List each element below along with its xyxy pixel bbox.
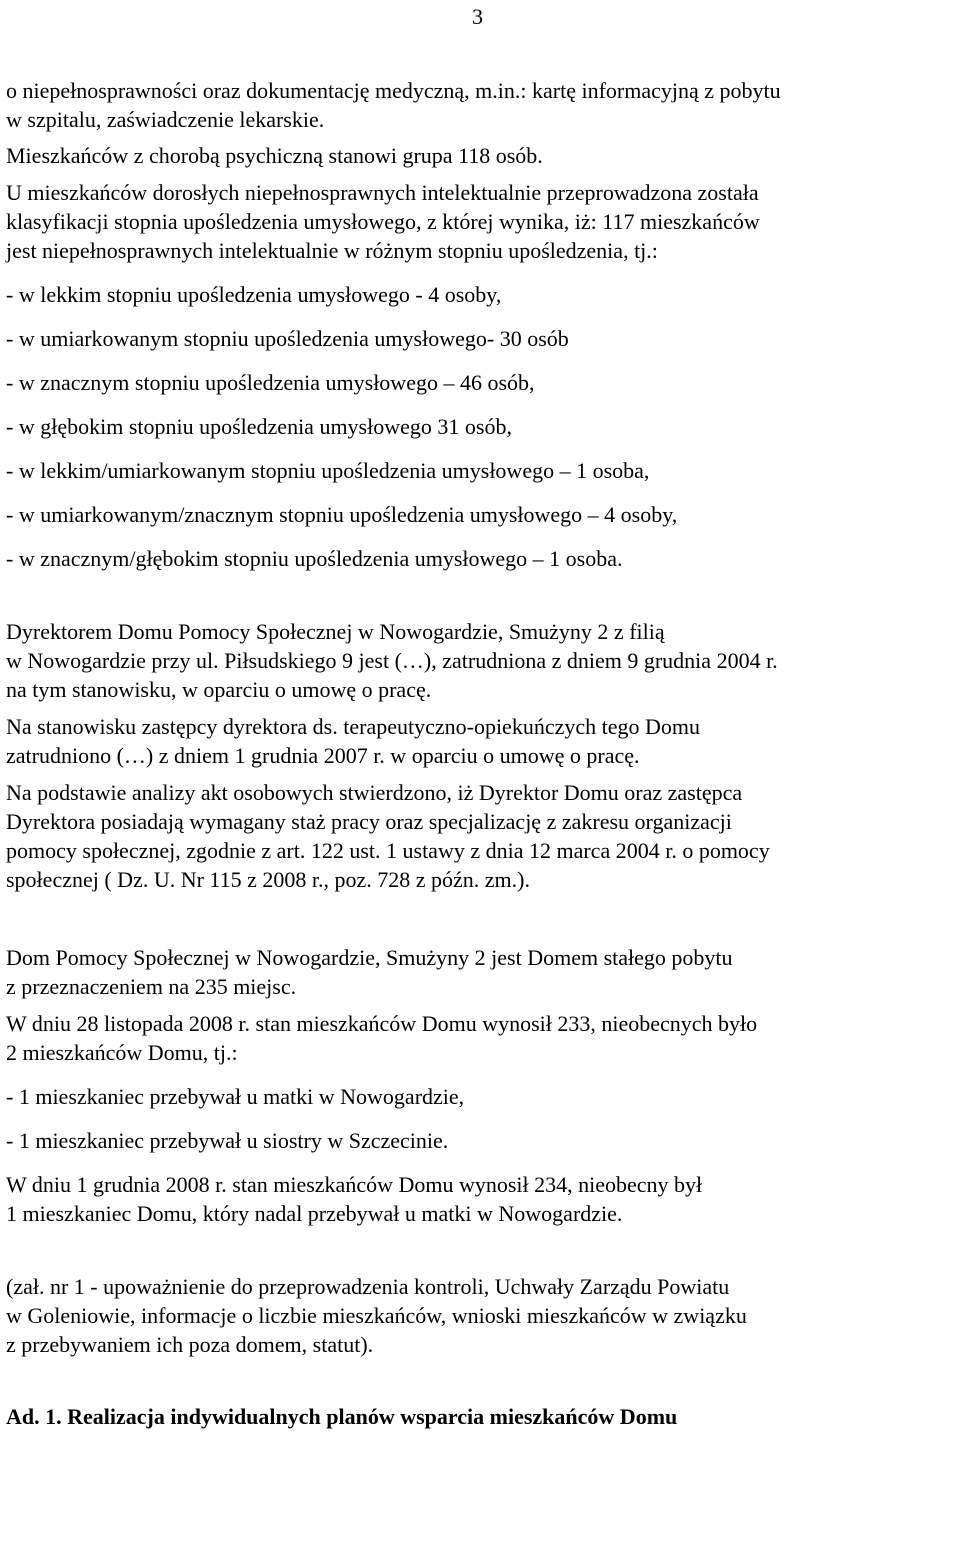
text-line: jest niepełnosprawnych intelektualnie w różnym stopniu upośledzenia, tj.: <box>6 238 658 263</box>
list-item: - w znacznym/głębokim stopniu upośledzenia umysłowego – 1 osoba. <box>6 546 623 571</box>
text-line: Dom Pomocy Społecznej w Nowogardzie, Smużyny 2 jest Domem stałego pobytu <box>6 945 733 970</box>
list-item: - w lekkim/umiarkowanym stopniu upośledzenia umysłowego – 1 osoba, <box>6 458 650 483</box>
text-line: (zał. nr 1 - upoważnienie do przeprowadzenia kontroli, Uchwały Zarządu Powiatu <box>6 1274 730 1299</box>
text-line: Na podstawie analizy akt osobowych stwierdzono, iż Dyrektor Domu oraz zastępca <box>6 780 743 805</box>
absent-residents-list <box>6 1082 954 1155</box>
text-line: Na stanowisku zastępcy dyrektora ds. terapeutyczno-opiekuńczych tego Domu <box>6 714 700 739</box>
paragraph-medical-docs <box>6 76 954 134</box>
list-item: - 1 mieszkaniec przebywał u matki w Nowogardzie, <box>6 1084 465 1109</box>
text-line: Dyrektorem Domu Pomocy Społecznej w Nowogardzie, Smużyny 2 z filią <box>6 619 665 644</box>
text-line: w szpitalu, zaświadczenie lekarskie. <box>6 107 325 132</box>
text-line: w Goleniowie, informacje o liczbie mieszkańców, wnioski mieszkańców w związku <box>6 1303 747 1328</box>
text-line: klasyfikacji stopnia upośledzenia umysłowego, z której wynika, iż: 117 mieszkańców <box>6 209 760 234</box>
paragraph-capacity <box>6 943 954 1001</box>
text-line: na tym stanowisku, w oparciu o umowę o pracę. <box>6 677 432 702</box>
document-body <box>6 76 954 1431</box>
text-line: W dniu 1 grudnia 2008 r. stan mieszkańców Domu wynosił 234, nieobecny był <box>6 1172 703 1197</box>
disability-degree-list <box>6 280 954 573</box>
section-heading: Ad. 1. Realizacja indywidualnych planów wsparcia mieszkańców Domu <box>6 1404 678 1429</box>
text-line: pomocy społecznej, zgodnie z art. 122 ust. 1 ustawy z dnia 12 marca 2004 r. o pomocy <box>6 838 770 863</box>
paragraph-attachments <box>6 1272 954 1359</box>
paragraph-classification <box>6 178 954 265</box>
text-line: Dyrektora posiadają wymagany staż pracy oraz specjalizację z zakresu organizacji <box>6 809 732 834</box>
list-item: - w znacznym stopniu upośledzenia umysłowego – 46 osób, <box>6 370 535 395</box>
paragraph-nov-28 <box>6 1009 954 1067</box>
text-line: zatrudniono (…) z dniem 1 grudnia 2007 r. w oparciu o umowę o pracę. <box>6 743 640 768</box>
text-line: U mieszkańców dorosłych niepełnosprawnych intelektualnie przeprowadzona została <box>6 180 759 205</box>
paragraph-psychiatric-count: Mieszkańców z chorobą psychiczną stanowi grupa 118 osób. <box>6 143 543 168</box>
text-line: społecznej ( Dz. U. Nr 115 z 2008 r., poz. 728 z późn. zm.). <box>6 867 530 892</box>
text-line: z przeznaczeniem na 235 miejsc. <box>6 974 297 999</box>
paragraph-director <box>6 617 954 704</box>
list-item: - 1 mieszkaniec przebywał u siostry w Szczecinie. <box>6 1128 449 1153</box>
list-item: - w umiarkowanym/znacznym stopniu upośledzenia umysłowego – 4 osoby, <box>6 502 678 527</box>
text-line: z przebywaniem ich poza domem, statut). <box>6 1332 374 1357</box>
paragraph-qualifications <box>6 778 954 894</box>
text-line: w Nowogardzie przy ul. Piłsudskiego 9 jest (…), zatrudniona z dniem 9 grudnia 2004 r. <box>6 648 778 673</box>
paragraph-deputy-director <box>6 712 954 770</box>
page-number: 3 <box>472 4 483 29</box>
list-item: - w głębokim stopniu upośledzenia umysłowego 31 osób, <box>6 414 512 439</box>
text-line: 2 mieszkańców Domu, tj.: <box>6 1040 238 1065</box>
text-line: W dniu 28 listopada 2008 r. stan mieszkańców Domu wynosił 233, nieobecnych było <box>6 1011 758 1036</box>
list-item: - w lekkim stopniu upośledzenia umysłowego - 4 osoby, <box>6 282 502 307</box>
list-item: - w umiarkowanym stopniu upośledzenia umysłowego- 30 osób <box>6 326 569 351</box>
paragraph-dec-1 <box>6 1170 954 1228</box>
text-line: o niepełnosprawności oraz dokumentację medyczną, m.in.: kartę informacyjną z pobytu <box>6 78 781 103</box>
text-line: 1 mieszkaniec Domu, który nadal przebywał u matki w Nowogardzie. <box>6 1201 623 1226</box>
